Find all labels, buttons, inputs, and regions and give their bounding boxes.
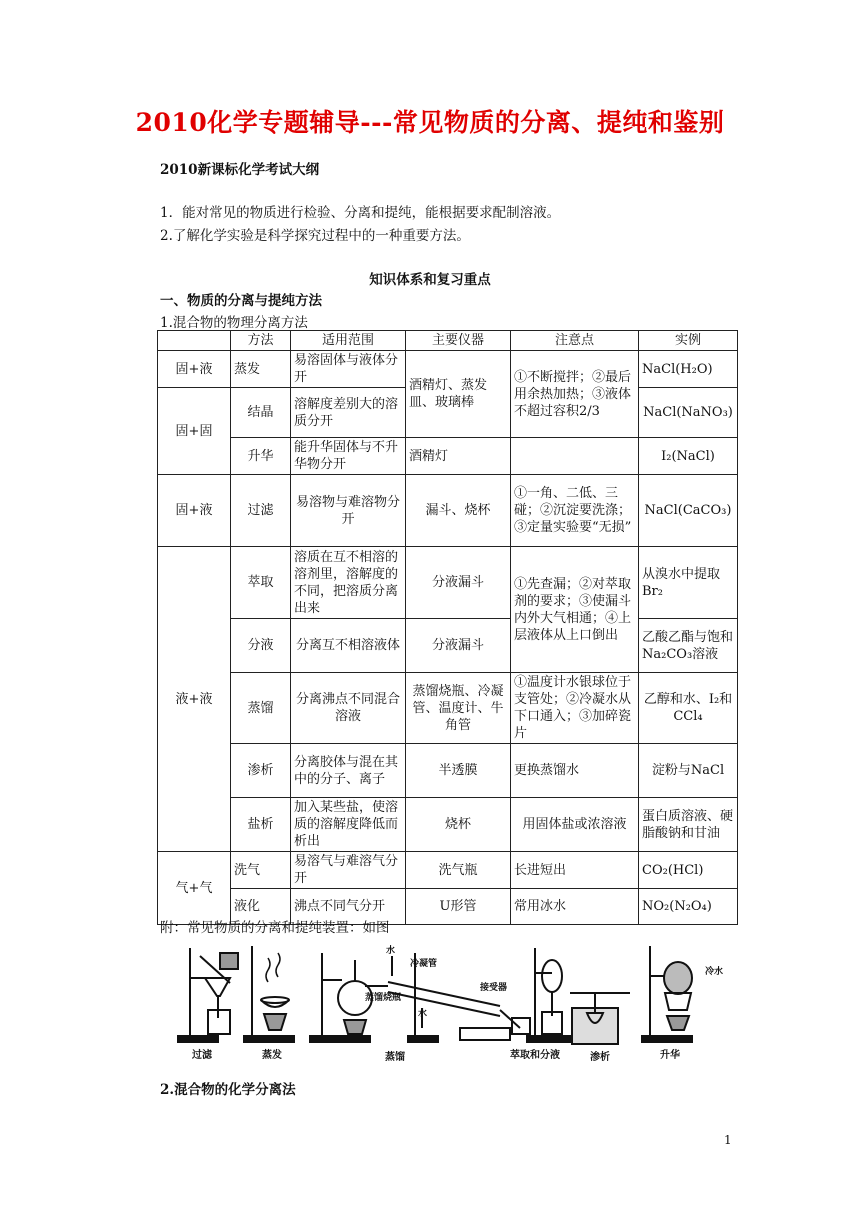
table-header-row <box>158 331 738 351</box>
instrument-cell: 分液漏斗 <box>406 619 511 673</box>
instrument-cell: 烧杯 <box>406 798 511 852</box>
example-cell: CO₂(HCl) <box>639 852 738 889</box>
notes-cell: 用固体盐或浓溶液 <box>511 798 639 852</box>
instrument-cell: 洗气瓶 <box>406 852 511 889</box>
method-cell: 盐析 <box>231 798 291 852</box>
scope-cell: 分离互不相溶液体 <box>291 619 406 673</box>
water-top-label: 水 <box>386 946 396 956</box>
example-cell: 蛋白质溶液、硬脂酸钠和甘油 <box>639 798 738 852</box>
example-cell: NaCl(CaCO₃) <box>639 475 738 547</box>
section-heading: 知识体系和复习重点 <box>369 272 491 288</box>
scope-cell: 溶解度差别大的溶质分开 <box>291 388 406 438</box>
group-cell: 固+液 <box>158 475 231 547</box>
extract-label: 萃取和分液 <box>510 1050 560 1061</box>
sub1-heading: 1.混合物的物理分离方法 <box>160 315 308 331</box>
group-cell: 液+液 <box>158 547 231 852</box>
example-cell: 淀粉与NaCl <box>639 744 738 798</box>
instrument-cell: 半透膜 <box>406 744 511 798</box>
outline-heading: 2010新课标化学考试大纲 <box>160 162 320 178</box>
document-title: 2010化学专题辅导---常见物质的分离、提纯和鉴别 <box>135 108 725 137</box>
group-cell: 固+固 <box>158 388 231 475</box>
example-cell: I₂(NaCl) <box>639 438 738 475</box>
scope-cell: 易溶固体与液体分开 <box>291 351 406 388</box>
header-cell: 主要仪器 <box>406 331 511 351</box>
instrument-cell: 蒸馏烧瓶、冷凝管、温度计、牛角管 <box>406 673 511 744</box>
notes-cell: 更换蒸馏水 <box>511 744 639 798</box>
method-cell: 洗气 <box>231 852 291 889</box>
appendix-caption: 附：常见物质的分离和提纯装置：如图 <box>160 920 390 936</box>
evaporate-label: 蒸发 <box>262 1050 282 1061</box>
method-cell: 液化 <box>231 889 291 925</box>
method-cell: 过滤 <box>231 475 291 547</box>
notes-cell: ①温度计水银球位于支管处；②冷凝水从下口通入；③加碎瓷片 <box>511 673 639 744</box>
water-bottom-label: 水 <box>418 1009 428 1019</box>
cold-water-label: 冷水 <box>705 967 724 977</box>
table-row <box>158 619 738 673</box>
table-row <box>158 673 738 744</box>
method-cell: 萃取 <box>231 547 291 619</box>
table-row <box>158 798 738 852</box>
notes-cell: ①先查漏；②对萃取剂的要求；③使漏斗内外大气相通；④上层液体从上口倒出 <box>511 547 639 673</box>
dialysis-apparatus <box>570 993 630 1044</box>
group-cell: 固+液 <box>158 351 231 388</box>
notes-cell: ①不断搅拌；②最后用余热加热；③液体不超过容积2/3 <box>511 351 639 438</box>
outline-item-1: 1．能对常见的物质进行检验、分离和提纯，能根据要求配制溶液。 <box>160 205 561 221</box>
instrument-cell: 漏斗、烧杯 <box>406 475 511 547</box>
instrument-cell: U形管 <box>406 889 511 925</box>
table-row <box>158 351 738 388</box>
scope-cell: 加入某些盐，使溶质的溶解度降低而析出 <box>291 798 406 852</box>
scope-cell: 易溶物与难溶物分开 <box>291 475 406 547</box>
header-cell: 注意点 <box>511 331 639 351</box>
evaporation-apparatus <box>244 946 294 1042</box>
table-row <box>158 475 738 547</box>
scope-cell: 分离沸点不同混合溶液 <box>291 673 406 744</box>
receiver-label: 接受器 <box>480 983 508 993</box>
notes-cell: 长进短出 <box>511 852 639 889</box>
page-number: 1 <box>724 1133 732 1147</box>
notes-cell: ①一角、二低、三碰；②沉淀要洗涤；③定量实验要“无损” <box>511 475 639 547</box>
method-cell: 分液 <box>231 619 291 673</box>
filter-label: 过滤 <box>192 1050 212 1061</box>
scope-cell: 能升华固体与不升华物分开 <box>291 438 406 475</box>
scope-cell: 沸点不同气分开 <box>291 889 406 925</box>
header-cell: 实例 <box>639 331 738 351</box>
filtration-apparatus <box>178 948 238 1042</box>
example-cell: NaCl(H₂O) <box>639 351 738 388</box>
part1-heading: 一、物质的分离与提纯方法 <box>160 293 322 309</box>
sublimation-apparatus <box>642 946 692 1042</box>
method-cell: 蒸发 <box>231 351 291 388</box>
example-cell: 从溴水中提取Br₂ <box>639 547 738 619</box>
notes-cell: 常用冰水 <box>511 889 639 925</box>
separation-methods-table <box>157 330 738 925</box>
table-row <box>158 744 738 798</box>
header-cell: 方法 <box>231 331 291 351</box>
dialysis-label: 渗析 <box>590 1052 610 1063</box>
example-cell: NO₂(N₂O₄) <box>639 889 738 925</box>
extraction-apparatus <box>527 948 572 1042</box>
flask-label: 蒸馏烧瓶 <box>365 993 402 1003</box>
instrument-cell: 酒精灯、蒸发皿、玻璃棒 <box>406 351 511 438</box>
condenser-label: 冷凝管 <box>410 959 438 969</box>
method-cell: 结晶 <box>231 388 291 438</box>
scope-cell: 溶质在互不相溶的溶剂里，溶解度的不同，把溶质分离出来 <box>291 547 406 619</box>
table-row <box>158 547 738 619</box>
instrument-cell: 酒精灯 <box>406 438 511 475</box>
header-cell <box>158 331 231 351</box>
apparatus-figure <box>160 938 738 1068</box>
instrument-cell: 分液漏斗 <box>406 547 511 619</box>
notes-cell <box>511 438 639 475</box>
outline-item-2: 2.了解化学实验是科学探究过程中的一种重要方法。 <box>160 228 470 244</box>
sublime-label: 升华 <box>660 1050 680 1061</box>
table-row <box>158 438 738 475</box>
example-cell: 乙醇和水、I₂和CCl₄ <box>639 673 738 744</box>
scope-cell: 分离胶体与混在其中的分子、离子 <box>291 744 406 798</box>
method-cell: 渗析 <box>231 744 291 798</box>
group-cell: 气+气 <box>158 852 231 925</box>
header-cell: 适用范围 <box>291 331 406 351</box>
method-cell: 升华 <box>231 438 291 475</box>
sub2-heading: 2.混合物的化学分离法 <box>160 1082 296 1098</box>
table-row <box>158 852 738 889</box>
distill-label: 蒸馏 <box>385 1052 405 1063</box>
scope-cell: 易溶气与难溶气分开 <box>291 852 406 889</box>
example-cell: NaCl(NaNO₃) <box>639 388 738 438</box>
example-cell: 乙酸乙酯与饱和Na₂CO₃溶液 <box>639 619 738 673</box>
method-cell: 蒸馏 <box>231 673 291 744</box>
